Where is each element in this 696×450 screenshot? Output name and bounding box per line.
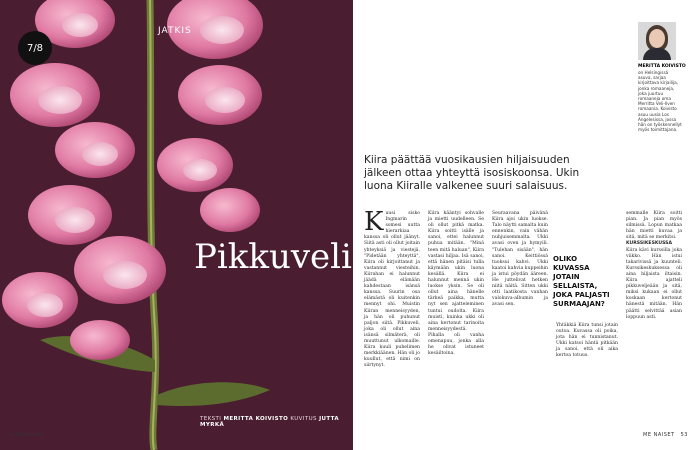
column-3-text: Seuraavana päivänä Kiira ajoi ukin luokse. Talo näytti samalta kuin ennenkin, vain vähän nuhjuisemmalta. Ukki avasi oven ja hymyili. "Tulehan sisään", hän sanoi. Keittiössä tuoksui kahvi. Ukki kaatoi kahvia kuppeihin ja istui pöydän ääreen. He juttelivat hetken niitä näitä. Sitten ukki otti laatikosta vanhan valokuva-albumin ja avasi sen. xyxy=(492,211,548,308)
section-tag: JATKIS xyxy=(158,26,192,36)
credits xyxy=(200,416,353,428)
author-name: MERITTA KOIVISTO xyxy=(638,64,686,69)
drop-cap: K xyxy=(364,207,384,237)
text-page xyxy=(353,0,696,450)
footer-magazine: ME NAISET xyxy=(643,432,675,438)
page-number: 53 xyxy=(680,432,688,438)
column-2 xyxy=(428,211,484,357)
column-4-text: Yhtäkkiä Kiira tunsi jotain outoa. Kuvassa oli poika, jota hän ei tunnistanut. Ukki katsoi häntä pitkään ja sanoi, että oli aika kertoa totuus. xyxy=(556,323,618,359)
column-2-text: Kiira kääntyi sohvalle ja mietti uudelleen. Se oli ollut pitkä matka. Kiira soitti isälle ja sanoi, ettei halunnut puhua mitään. "Minä teen mitä haluan", Kiira vastasi hiljaa. Isä sanoi, että hänen pitäisi tulla käymään ukin luona kesällä. Kiira ei halunnut mennä ukin luokse yksin. Se oli ollut aina hänelle tärkeä paikka, mutta nyt sen ajatteleminen tuntui oudolta. Kiira muisti, kuinka ukki oli aina kertonut tarinoita menneisyydestä. Pihalla oli vanha omenapuu, jonka alla he olivat istuneet kesäiltoina. xyxy=(428,211,484,357)
page-badge: 7/8 xyxy=(18,31,52,65)
story-title: Pikkuveli xyxy=(194,237,352,277)
pull-quote: OLIKO KUVASSA JOTAIN SELLAISTA, JOKA PALJASTI SURMAAJAN? xyxy=(553,255,610,308)
column-3 xyxy=(492,211,548,309)
author-photo xyxy=(638,22,676,60)
footer-left: is-firmanvuot xyxy=(10,432,44,438)
column-5-after-text: Kiira kävi kurssilla joka viikko. Hän istui takarivissä ja kuunteli. Kurssikeskuksessa oli aina hiljaista iltaisin. Kiira ajatteli pikkuveljeään ja sitä, miksi kukaan ei ollut koskaan kertonut hänestä mitään. Hän päätti selvittää asian loppuun asti. xyxy=(626,247,682,320)
column-5 xyxy=(626,211,682,321)
article-columns xyxy=(364,207,684,427)
author-bio: on Helsingissä asuva, sarjaa kirjoittava kirjailija, jonka romaaneja, joka juurtuu romaaneja oma Merritta Veli-Ilven romaania. Koivisto asuu uusia Los Angelesissa, jossa hän on työskennellyt myös toimittajana. xyxy=(638,70,682,133)
column-1 xyxy=(364,207,420,369)
subhead: KURSSIKESKUSSA xyxy=(626,241,673,247)
credits-text-label: TEKSTI xyxy=(200,416,222,422)
footer-right xyxy=(643,432,688,438)
column-5-text: semmalle Kiira soitti pian. Ja pian myös silmissä. Lopun matkaa hän mietti kuvaa ja sitä, mitä se merkitsi. xyxy=(626,211,682,241)
lead-paragraph: Kiira päättää vuosikausien hiljaisuuden jälkeen ottaa yhteyttä isosiskoonsa. Ukin luona Kiiralle valkenee suuri salaisuus. xyxy=(364,154,580,192)
credits-illustrator: JUTTA MYRKÄ xyxy=(200,416,340,428)
credits-illustration-label: KUVITUS xyxy=(290,416,317,422)
column-4 xyxy=(556,323,618,360)
column-1-text: uusi sisko Ingmarin somesi uutta hierarkiaa kanssa oli ollut jäänyt. Siitä asti oli ollut joitain yhteyksiä ja viestejä, "Pidetään yhteyttä", Kiira oli kirjoittanut ja vastannut viesteihin. Kiirahan ei halunnut jäädä elämään kahdestaan isänsä kanssa. Suurin osa elämästä oli kuitenkin mennyt ohi. Muistin Kiiran menneisyyden, ja hän oli puhunut paljon siitä. Pikkuveli, joka oli ollut aina isänsä silmäterä, oli muuttunut ulkomaille. Kiira kuuli puhelimen merkkiäänen. Hän oli jo kuullut, että nimi on siirtynyt. xyxy=(364,211,420,369)
credits-author: MERITTA KOIVISTO xyxy=(223,416,289,422)
